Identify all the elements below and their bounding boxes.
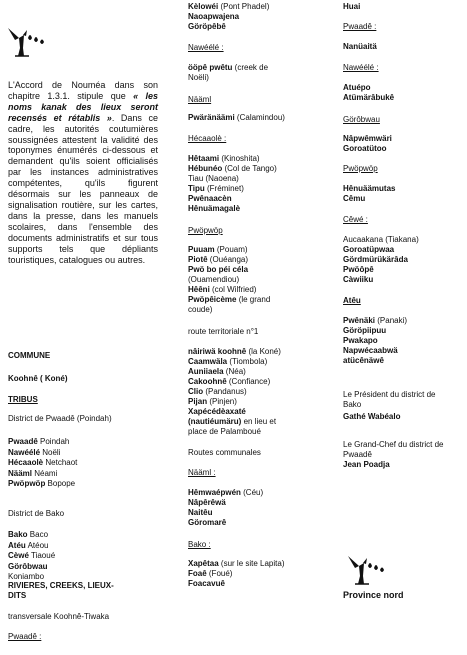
toponym-line: [188, 154, 260, 164]
toponym-name: Cêmu: [343, 194, 366, 203]
toponym-line: [188, 265, 248, 275]
toponym-line: [343, 450, 372, 460]
toponym-note: (Pinjen): [207, 397, 237, 406]
tribe-french-name: Netchaot: [43, 458, 78, 467]
toponym-name: Pwakapo: [343, 336, 378, 345]
commune-heading: COMMUNE: [8, 351, 51, 360]
tribe-name: Görôbwau: [8, 561, 48, 571]
toponym-line: [343, 83, 371, 93]
toponym-note: Noëli): [188, 73, 209, 82]
toponym-name: Göröpêbê: [188, 22, 226, 31]
tribe-line: [8, 469, 57, 479]
toponym-note: (la Koné): [246, 347, 281, 356]
toponym-name: atücênäwê: [343, 356, 384, 365]
toponym-name: Nawéélé :: [188, 43, 224, 52]
toponym-note: Bako: [343, 400, 362, 409]
toponym-note: Le Président du district de: [343, 390, 436, 399]
tribe-line: [8, 437, 69, 447]
toponym-line: [188, 275, 239, 285]
toponym-line: [188, 417, 276, 427]
toponym-line: [343, 235, 419, 245]
toponym-name: Hêmwaépwén: [188, 488, 241, 497]
tribe-name: Pwaadê: [8, 437, 38, 446]
toponym-line: [188, 63, 268, 73]
toponym-name: Bako :: [188, 540, 211, 549]
toponym-note: (le grand: [236, 295, 271, 304]
toponym-line: [188, 12, 239, 22]
toponym-name: Hênuämagalè: [188, 204, 241, 213]
toponym-name: Nääml: [188, 95, 212, 104]
toponym-note: Aucaakana (Tiakana): [343, 235, 419, 244]
toponym-line: [188, 184, 244, 194]
toponym-note: (Ouéanga): [207, 255, 249, 264]
toponym-line: [343, 194, 365, 204]
tribe-name: Cèwé: [8, 551, 29, 560]
toponym-line: [343, 22, 376, 32]
toponym-line: [188, 164, 277, 174]
tribe-name: Atéu: [8, 540, 26, 550]
province-nord-logo-bottom: [345, 554, 391, 588]
tribe-french-name: Koniambo: [8, 572, 45, 581]
toponym-note: en lieu et: [241, 417, 277, 426]
toponym-note: (Col de Tango): [222, 164, 277, 173]
toponym-line: [343, 255, 408, 265]
toponym-line: [343, 134, 392, 144]
toponym-note: Le Grand-Chef du district de: [343, 440, 444, 449]
toponym-name: (nautiéumäru): [188, 417, 242, 426]
district-bako: District de Bako: [8, 509, 65, 518]
toponym-name: Pwöôpê: [343, 265, 374, 274]
toponym-name: Nâpwêmwäri: [343, 134, 392, 143]
toponym-name: Tipu: [188, 184, 205, 193]
toponym-name: Nâpêrêwä: [188, 498, 226, 507]
toponym-name: Xapêtaa: [188, 559, 219, 568]
tribe-french-name: Tiaoué: [28, 551, 56, 560]
toponym-name: Pwäränäämi: [188, 113, 235, 122]
toponym-line: [343, 245, 394, 255]
toponym-line: [343, 412, 401, 422]
toponym-name: Göröpiipuu: [343, 326, 387, 335]
toponym-name: Hênuäämutas: [343, 184, 396, 193]
toponym-line: [188, 377, 270, 387]
toponym-note: (Kinoshita): [219, 154, 260, 163]
toponym-name: Auniiaela: [188, 367, 224, 376]
tribe-line: [8, 562, 48, 572]
rivers-heading-line2: DITS: [8, 591, 27, 600]
toponym-line: [343, 316, 407, 326]
toponym-note: (Pouam): [214, 245, 248, 254]
toponym-name: Pwöpêicème: [188, 295, 237, 304]
tribe-line: [8, 458, 77, 468]
toponym-note: (Foué): [206, 569, 233, 578]
toponym-name: Hébunéo: [188, 164, 223, 173]
toponym-name: Gördmürükärâda: [343, 255, 408, 264]
toponym-name: nâiriwä koohnê: [188, 347, 247, 356]
toponym-name: Naoapwajena: [188, 12, 240, 21]
toponym-line: [343, 460, 390, 470]
toponym-line: [188, 569, 232, 579]
toponym-line: [188, 255, 248, 265]
toponym-line: [343, 184, 395, 194]
transversale-road: transversale Koohnê-Tiwaka: [8, 612, 110, 621]
toponym-note: (sur le site Lapita): [218, 559, 285, 568]
toponym-line: [188, 357, 267, 367]
tribus-heading: TRIBUS: [8, 395, 38, 404]
toponym-note: (Calamindou): [234, 113, 285, 122]
toponym-line: [343, 144, 387, 154]
toponym-name: Cakoohnê: [188, 377, 227, 386]
toponym-name: Pwöpwöp: [188, 226, 223, 235]
rivers-heading-line1: RIVIERES, CREEKS, LIEUX-: [8, 581, 114, 590]
tribe-french-name: Atéou: [25, 540, 49, 550]
toponym-line: [188, 113, 285, 123]
toponym-name: Pwênäki: [343, 316, 376, 325]
toponym-line: [343, 356, 384, 366]
toponym-name: Atuépo: [343, 83, 371, 92]
toponym-note: (Panaki): [375, 316, 408, 325]
toponym-line: [188, 540, 211, 550]
toponym-line: [188, 518, 226, 528]
toponym-note: (Confiance): [226, 377, 271, 386]
toponym-name: Foacavuê: [188, 579, 225, 588]
toponym-name: Goroatütoo: [343, 144, 387, 153]
toponym-note: route territoriale n°1: [188, 327, 259, 336]
toponym-name: Cêwé :: [343, 215, 368, 224]
toponym-line: [188, 387, 247, 397]
toponym-note: (col Wilfried): [209, 285, 257, 294]
toponym-line: [343, 265, 374, 275]
toponym-line: [343, 42, 377, 52]
toponym-note: (Céu): [240, 488, 264, 497]
toponym-name: Pijan: [188, 397, 208, 406]
toponym-name: ööpê pwêtu: [188, 63, 233, 72]
toponym-line: [343, 275, 373, 285]
toponym-note: (Fréminet): [204, 184, 244, 193]
toponym-line: [343, 346, 398, 356]
toponym-name: Jean Poadja: [343, 460, 390, 469]
toponym-note: (Tiombola): [227, 357, 268, 366]
toponym-line: [188, 194, 232, 204]
tribe-line: [8, 551, 55, 561]
toponym-line: [188, 579, 225, 589]
toponym-line: [343, 63, 379, 73]
toponym-note: (Ouamendiou): [188, 275, 240, 284]
toponym-note: Pwaadê: [343, 450, 372, 459]
toponym-line: [343, 164, 378, 174]
toponym-name: Atêu: [343, 296, 361, 305]
toponym-note: (creek de: [232, 63, 269, 72]
toponym-line: [343, 336, 378, 346]
toponym-line: [188, 174, 239, 184]
tribe-name: Nääml: [8, 468, 33, 478]
toponym-name: Naitêu: [188, 508, 213, 517]
toponym-name: Kèlowéi: [188, 2, 219, 11]
toponym-line: [188, 95, 211, 105]
tribe-line: [8, 541, 48, 551]
toponym-name: Goroatüpwaa: [343, 245, 395, 254]
toponym-line: [343, 390, 436, 400]
toponym-name: Foaê: [188, 569, 207, 578]
tribe-french-name: Bopope: [45, 479, 76, 488]
intro-paragraph: L'Accord de Nouméa dans son chapitre 1.3.1. stipule que « les noms kanak des lieux seront recensés et rétablis ». Dans ce cadre, les autorités coutumières soussignées attestent la validité des toponymes énumérés ci-dessous et demandent qu'ils soient officialisés par les instances administratives compétentes, qu'ils figurent désormais sur les panneaux de signalisation routière, sur les cartes, dans la presse, dans les manuels scolaires, dans l'ensemble des documents administratifs et sur tous supports tels que dépliants touristiques, catalogues ou autres.: [8, 80, 158, 265]
tribe-line: [8, 530, 48, 540]
toponym-line: [188, 204, 240, 214]
toponym-line: [188, 559, 285, 569]
tribe-name: Pwöpwöp: [8, 479, 46, 488]
tribe-name: Hécaaolè: [8, 458, 44, 467]
toponym-line: [188, 134, 226, 144]
toponym-name: Göromarê: [188, 518, 227, 527]
toponym-name: Nawéélé :: [343, 63, 379, 72]
toponym-line: [188, 285, 256, 295]
toponym-name: Pwaadê :: [343, 22, 377, 31]
toponym-line: [188, 347, 281, 357]
toponym-note: (Pandanus): [203, 387, 247, 396]
toponym-line: [343, 400, 361, 410]
toponym-name: Atümärâbukê: [343, 93, 395, 102]
toponym-line: [343, 2, 360, 12]
toponym-name: Görôbwau: [343, 115, 380, 124]
toponym-name: Càwiiku: [343, 275, 374, 284]
toponym-name: Hêtaami: [188, 154, 220, 163]
toponym-name: Nääml :: [188, 468, 216, 477]
toponym-note: (Pont Phadel): [218, 2, 270, 11]
toponym-line: [188, 245, 248, 255]
toponym-line: [188, 226, 223, 236]
toponym-name: Piotê: [188, 255, 208, 264]
toponym-name: Napwécaabwä: [343, 346, 398, 355]
toponym-line: [188, 305, 212, 315]
toponym-name: Hécaaolè :: [188, 134, 227, 143]
toponym-name: Nanüaitä: [343, 42, 377, 51]
toponym-name: Pwênaacèn: [188, 194, 232, 203]
toponym-line: [343, 590, 404, 600]
toponym-line: [188, 407, 246, 417]
toponym-line: [188, 22, 226, 32]
toponym-line: [343, 115, 380, 125]
toponym-name: Caamwäla: [188, 357, 228, 366]
toponym-line: [343, 93, 394, 103]
toponym-line: [343, 440, 444, 450]
toponym-name: Hêêni: [188, 285, 210, 294]
province-nord-logo: [5, 26, 51, 60]
toponym-name: Pwöpwöp: [343, 164, 378, 173]
toponym-line: [188, 2, 269, 12]
toponym-line: [188, 448, 261, 458]
tribe-line: [8, 479, 75, 489]
toponym-name: Gathé Wabéalo: [343, 412, 401, 421]
toponym-note: (Néa): [223, 367, 246, 376]
pwaade-subheading: Pwaadê :: [8, 632, 42, 641]
toponym-line: [188, 488, 263, 498]
toponym-note: Routes communales: [188, 448, 261, 457]
district-pwaade: District de Pwaadê (Poindah): [8, 414, 112, 423]
toponym-note: coude): [188, 305, 213, 314]
toponym-line: [343, 296, 361, 306]
toponym-note: place de Palamboué: [188, 427, 261, 436]
toponym-name: Huai: [343, 2, 361, 11]
tribe-line: [8, 448, 60, 458]
toponym-name: Province nord: [343, 590, 404, 600]
tribe-french-name: Noëli: [40, 447, 61, 457]
toponym-line: [188, 367, 246, 377]
tribe-name: Bako: [8, 530, 28, 539]
tribe-name: Nawéélé: [8, 447, 41, 457]
commune-name: Koohnê ( Koné): [8, 374, 68, 383]
tribe-french-name: Néami: [32, 468, 58, 478]
toponym-name: Xapécédèaxaté: [188, 407, 246, 416]
toponym-line: [343, 326, 386, 336]
toponym-name: Puuam: [188, 245, 215, 254]
toponym-name: Pwö bo péi céla: [188, 265, 249, 274]
toponym-line: [188, 468, 216, 478]
toponym-line: [188, 43, 224, 53]
toponym-line: [188, 508, 212, 518]
toponym-note: Tiau (Naoena): [188, 174, 239, 183]
tribe-french-name: Poindah: [37, 437, 70, 446]
toponym-name: Clio: [188, 387, 204, 396]
toponym-line: [188, 397, 237, 407]
toponym-line: [188, 295, 270, 305]
toponym-line: [188, 73, 209, 83]
tribe-french-name: Baco: [27, 530, 49, 539]
toponym-line: [188, 427, 261, 437]
toponym-line: [343, 215, 368, 225]
toponym-line: [188, 327, 258, 337]
toponym-line: [188, 498, 226, 508]
